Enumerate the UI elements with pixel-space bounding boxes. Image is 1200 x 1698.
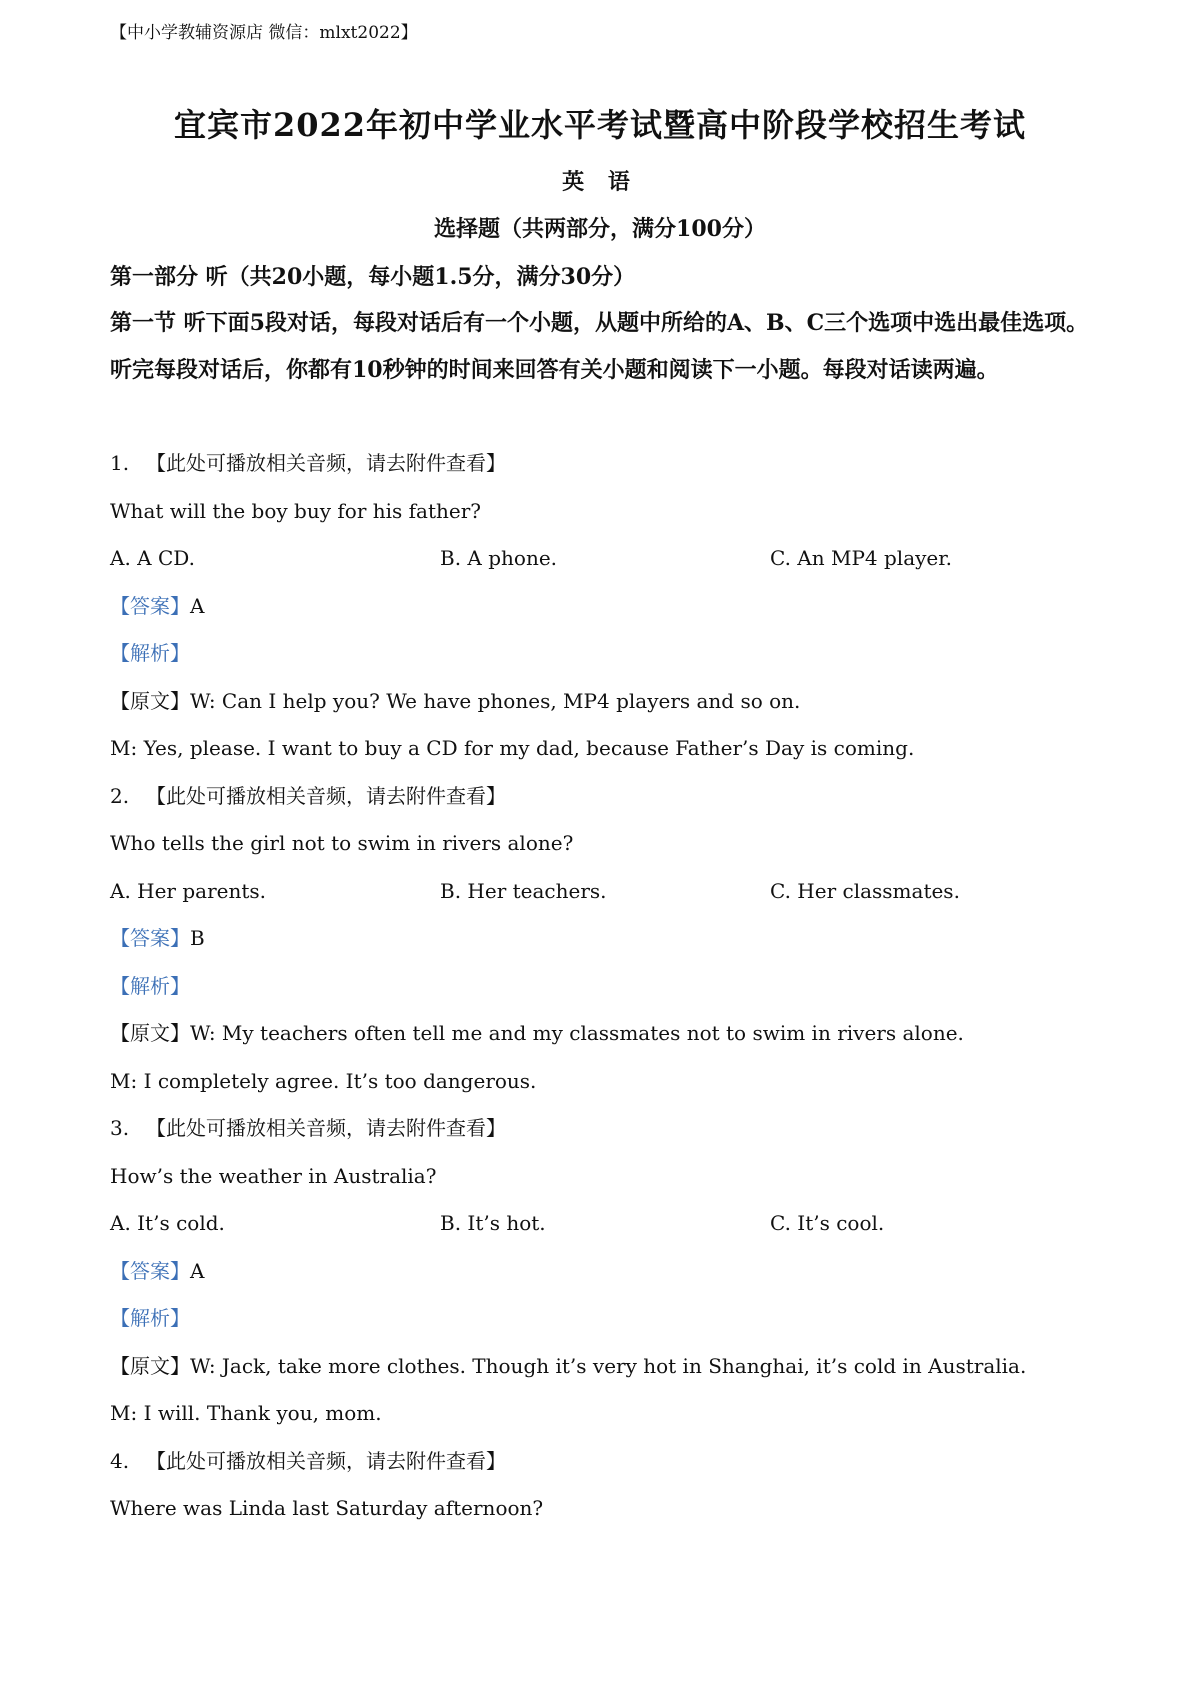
question-3-options — [110, 1208, 1100, 1256]
questions-list — [110, 448, 1100, 1541]
question-2-transcript-1 — [110, 1018, 1100, 1066]
option-c: C. Her classmates. — [770, 878, 960, 903]
question-1-text: What will the boy buy for his father? — [110, 498, 481, 523]
question-1-audio — [110, 448, 1100, 496]
option-b: B. Her teachers. — [440, 878, 607, 903]
part-heading: 第一部分 听（共20小题，每小题1.5分，满分30分） — [110, 264, 636, 290]
question-3-transcript-2: M: I will. Thank you, mom. — [110, 1401, 382, 1425]
question-number: 4. — [110, 1448, 130, 1473]
question-3-text: How’s the weather in Australia? — [110, 1163, 437, 1188]
answer-tag: 【答案】 — [110, 593, 190, 618]
question-2-audio — [110, 781, 1100, 829]
answer-tag: 【答案】 — [110, 1258, 190, 1283]
option-b: B. A phone. — [440, 546, 558, 570]
option-a: A. A CD. — [110, 546, 195, 570]
question-2-analysis: 【解析】 — [110, 973, 190, 998]
question-2-options — [110, 876, 1100, 924]
question-1-transcript-2: M: Yes, please. I want to buy a CD for my dad, because Father’s Day is coming. — [110, 736, 915, 760]
answer-tag: 【答案】 — [110, 926, 190, 950]
section-heading: 选择题（共两部分，满分100分） — [434, 216, 766, 242]
question-4-audio — [110, 1446, 1100, 1494]
answer-value: A — [190, 593, 205, 618]
question-3-transcript-1 — [110, 1351, 1100, 1399]
question-number: 1. — [110, 451, 130, 475]
audio-note: 【此处可播放相关音频，请去附件查看】 — [146, 1116, 506, 1140]
option-c: C. It’s cool. — [770, 1211, 885, 1235]
page-header: 【中小学教辅资源店 微信：mlxt2022】 — [110, 23, 418, 43]
question-2-answer — [110, 923, 1100, 971]
question-1-analysis: 【解析】 — [110, 641, 190, 665]
question-3-audio — [110, 1113, 1100, 1161]
transcript-text: W: My teachers often tell me and my classmates not to swim in rivers alone. — [190, 1021, 964, 1045]
option-a: A. It’s cold. — [110, 1211, 225, 1235]
question-2-transcript-2: M: I completely agree. It’s too dangerous. — [110, 1068, 537, 1093]
transcript-text: W: Can I help you? We have phones, MP4 players and so on. — [190, 688, 801, 713]
question-3-analysis: 【解析】 — [110, 1306, 190, 1330]
question-number: 2. — [110, 783, 130, 808]
option-b: B. It’s hot. — [440, 1211, 546, 1235]
exam-title: 宜宾市2022年初中学业水平考试暨高中阶段学校招生考试 — [173, 106, 1027, 144]
transcript-tag: 【原文】 — [110, 688, 190, 713]
answer-value: A — [190, 1258, 205, 1283]
option-a: A. Her parents. — [110, 878, 267, 903]
answer-value: B — [190, 926, 205, 950]
audio-note: 【此处可播放相关音频，请去附件查看】 — [146, 783, 506, 808]
subject-title: 英 语 — [562, 169, 638, 195]
question-number: 3. — [110, 1116, 130, 1140]
question-4-text: Where was Linda last Saturday afternoon? — [110, 1496, 544, 1520]
audio-note: 【此处可播放相关音频，请去附件查看】 — [146, 451, 506, 475]
section-instructions: 第一节 听下面5段对话，每段对话后有一个小题，从题中所给的A、B、C三个选项中选出最佳选项。听完每段对话后，你都有10秒钟的时间来回答有关小题和阅读下一小题。每段对话读两遍。 — [110, 310, 1089, 383]
question-1-transcript-1 — [110, 686, 1100, 734]
transcript-tag: 【原文】 — [110, 1021, 190, 1045]
transcript-text: W: Jack, take more clothes. Though it’s very hot in Shanghai, it’s cold in Australia. — [190, 1353, 1027, 1378]
option-c: C. An MP4 player. — [770, 546, 952, 570]
question-1-answer — [110, 591, 1100, 639]
transcript-tag: 【原文】 — [110, 1353, 190, 1378]
question-2-text: Who tells the girl not to swim in rivers alone? — [110, 831, 574, 855]
question-1-options — [110, 543, 1100, 591]
audio-note: 【此处可播放相关音频，请去附件查看】 — [146, 1448, 506, 1473]
question-3-answer — [110, 1256, 1100, 1304]
